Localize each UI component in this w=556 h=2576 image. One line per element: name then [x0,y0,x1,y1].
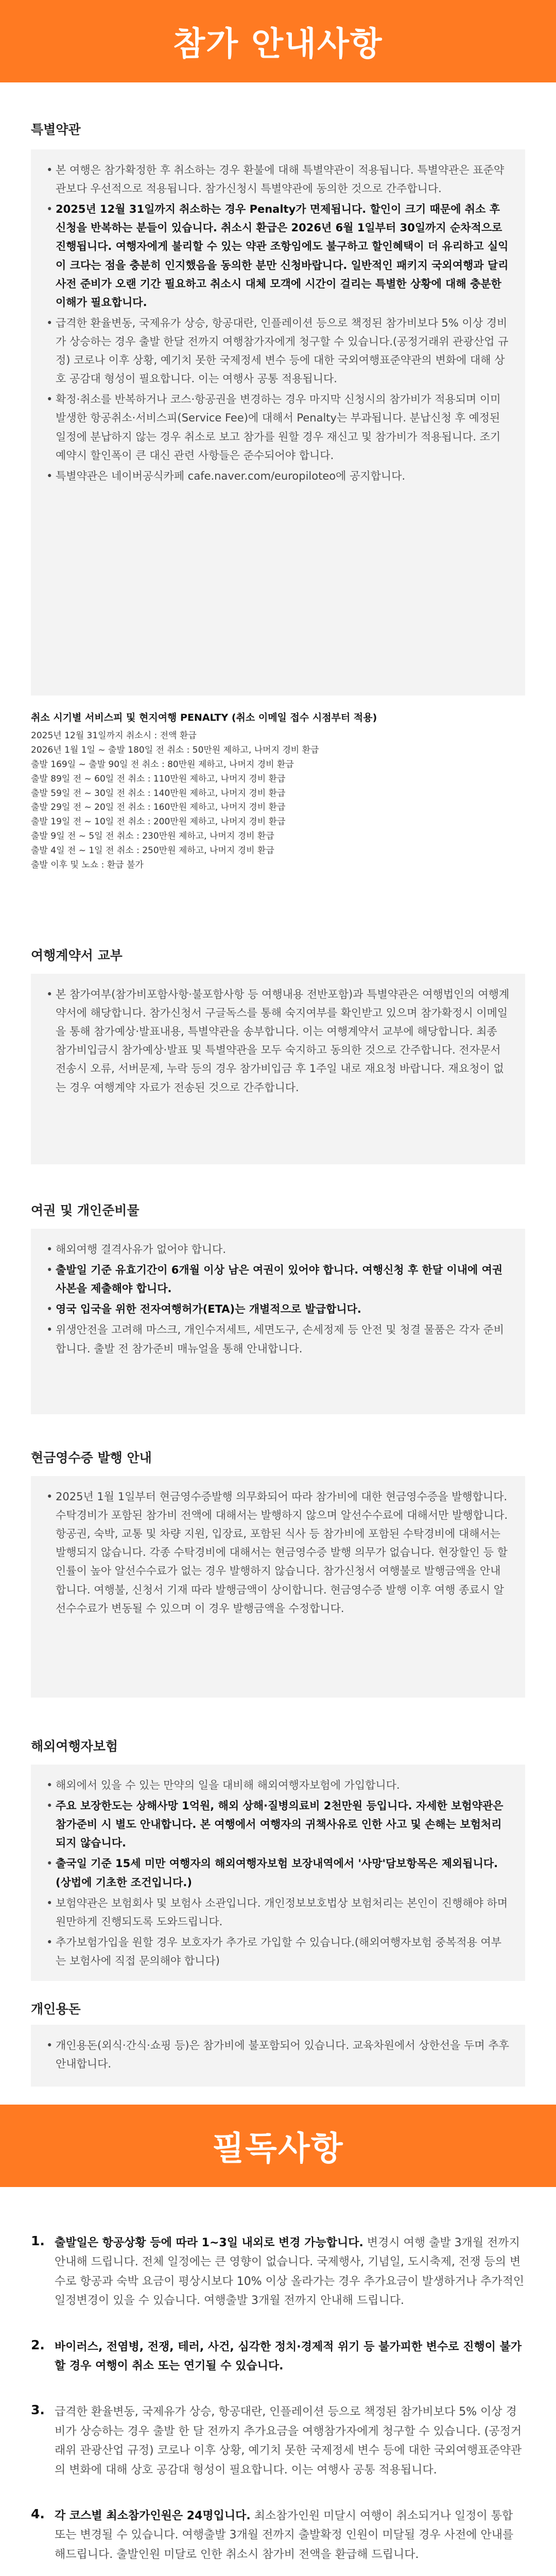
cancellation-fee-heading: 취소 시기별 서비스피 및 현지여행 PENALTY (취소 이메일 접수 시점부터 적용) [31,712,377,723]
passport-item: • 해외여행 결격사유가 없어야 합니다. [45,1240,511,1259]
special-terms-box [31,149,525,696]
special-terms-item: • 특별약관은 네이버공식카페 cafe.naver.com/europiloteo에 공지합니다. [45,467,511,485]
passport-item-emphasis: • 출발일 기준 유효기간이 6개월 이상 남은 여권이 있어야 합니다. 여행신청 후 한달 이내에 여권사본을 제출해야 합니다. [45,1261,511,1298]
must-read-item: 1. 출발일은 항공상황 등에 따라 1~3일 내외로 변경 가능합니다. 변경시 여행 출발 3개월 전까지 안내해 드립니다. 전체 일정에는 큰 영향이 없습니다. 국제행사, 기념일, 도시축제, 전쟁 등의 변수로 항공과 숙박 요금이 평상시보다 10% 이상 올라가는 경우 추가요금이 발생하거나 추가적인 일정변경이 있을 수 있습니다. 여행출발 3개월 전까지 안내해 드립니다. [31,2233,525,2308]
cash-receipt-box [31,1476,525,1698]
insurance-item: • 보험약관은 보험회사 및 보험사 소관입니다. 개인정보보호법상 보험처리는 본인이 진행해야 하며 원만하게 진행되도록 도와드립니다. [45,1894,511,1931]
insurance-item: • 추가보험가입을 원할 경우 보호자가 추가로 가입할 수 있습니다.(해외여행자보험 중복적용 여부는 보험사에 직접 문의해야 합니다) [45,1933,511,1970]
must-read-banner-title: 필독사항 [212,2130,344,2168]
special-terms-item: • 급격한 환율변동, 국제유가 상승, 항공대란, 인플레이션 등으로 책정된 참가비보다 5% 이상 경비가 상승하는 경우 출발 한달 전까지 여행참가자에게 청구할 수 있습니다.(공정거래위 관광산업 규정) 코로나 이후 상황, 예기치 못한 국제정세 변수 등에 대한 국외여행표준약관의 변화에 대해 상호 공감대 형성이 필요합니다. 이는 여행사 공통 적용됩니다. [45,314,511,388]
fee-line: 출발 9일 전 ~ 5일 전 취소 : 230만원 제하고, 나머지 경비 환급 [31,831,274,842]
fee-line: 출발 169일 ~ 출발 90일 전 취소 : 80만원 제하고, 나머지 경비 환급 [31,759,294,770]
passport-item-emphasis: • 영국 입국을 위한 전자여행허가(ETA)는 개별적으로 발급합니다. [45,1300,511,1318]
fee-line: 2026년 1월 1일 ~ 출발 180일 전 취소 : 50만원 제하고, 나머지 경비 환급 [31,744,319,755]
fee-line: 출발 이후 및 노쇼 : 환급 불가 [31,859,144,870]
special-terms-item: • 본 여행은 참가확정한 후 취소하는 경우 환불에 대해 특별약관이 적용됩니다. 특별약관은 표준약관보다 우선적으로 적용됩니다. 참가신청시 특별약관에 동의한 것으로 간주합니다. [45,161,511,198]
section-title-passport: 여권 및 개인준비물 [31,1203,140,1218]
item-number: 4. [31,2506,45,2521]
fee-line: 출발 4일 전 ~ 1일 전 취소 : 250만원 제하고, 나머지 경비 환급 [31,845,274,856]
must-read-item: 2. 바이러스, 전염병, 전쟁, 테러, 사건, 심각한 정치·경제적 위기 등 불가피한 변수로 진행이 불가할 경우 여행이 취소 또는 연기될 수 있습니다. [31,2337,522,2372]
insurance-item: • 해외에서 있을 수 있는 만약의 일을 대비해 해외여행자보험에 가입합니다. [45,1776,511,1794]
must-read-item: 4. 각 코스별 최소참가인원은 24명입니다. 최소참가인원 미달시 여행이 취소되거나 일정이 통합 또는 변경될 수 있습니다. 여행출발 3개월 전까지 출발확정 인원이 미달될 경우 사전에 안내를 해드립니다. 출발인원 미달로 인한 취소시 참가비 전액을 환급해 드립니다. [31,2506,514,2561]
must-read-banner [0,2105,556,2187]
cancellation-fee-table [31,710,525,873]
contract-item: • 본 참가여부(참가비포함사항·불포함사항 등 여행내용 전반포함)과 특별약관은 여행법인의 여행계약서에 해당합니다. 참가신청서 구글독스를 통해 숙지여부를 확인받고 있으며 참가확정시 이메일을 통해 참가예상·발표내용, 특별약관을 송부합니다. 이는 여행계약서 교부에 해당합니다. 최종 참가비입금시 참가예상·발표 및 특별약관을 모두 숙지하고 동의한 것으로 간주합니다. 전자문서 전송시 오류, 서버문제, 누락 등의 경우 참가비입금 후 1주일 내로 재요청 바랍니다. 재요청이 없는 경우 여행계약 자료가 전송된 것으로 간주합니다. [45,985,511,1097]
must-read-list [31,2233,525,2576]
section-title-contract: 여행계약서 교부 [31,948,123,963]
cash-receipt-item: • 2025년 1월 1일부터 현금영수증발행 의무화되어 따라 참가비에 대한 현금영수증을 발행합니다. 수탁경비가 포함된 참가비 전액에 대해서는 발행하지 않으며 알선수수료에 대해서만 발행합니다. 항공권, 숙박, 교통 및 차량 지원, 입장료, 포함된 식사 등 참가비에 포함된 수탁경비에 대해서는 발행되지 않습니다. 각종 수탁경비에 대해서는 현금영수증 발행 의무가 없습니다. 현장할인 등 할인률이 높아 알선수수료가 없는 경우 발행하지 않습니다. 참가신청서 여행불로 발행금액을 안내합니다. 여행불, 신청서 기재 따라 발행금액이 상이합니다. 현금영수증 발행 이후 여행 종료시 알선수수료가 변동될 수 있으며 이 경우 발행금액을 수정합니다. [45,1487,511,1618]
section-title-cash-receipt: 현금영수증 발행 안내 [31,1450,152,1465]
insurance-item-emphasis: • 주요 보장한도는 상해사망 1억원, 해외 상해·질병의료비 2천만원 등입니다. 자세한 보험약관은 참가준비 시 별도 안내합니다. 본 여행에서 여행자의 귀책사유로 인한 사고 및 손해는 보험처리 되지 않습니다. [45,1797,511,1852]
must-read-item: 3. 급격한 환율변동, 국제유가 상승, 항공대란, 인플레이션 등으로 책정된 참가비보다 5% 이상 경비가 상승하는 경우 출발 한 달 전까지 추가요금을 여행참가자에게 청구할 수 있습니다. (공정거래위 관광산업 규정) 코로나 이후 상황, 예기치 못한 국제정세 변수 등에 대한 국외여행표준약관의 변화에 대해 상호 공감대 형성이 필요합니다. 이는 여행사 공통 적용됩니다. [31,2402,522,2477]
special-terms-item: • 확정·취소를 반복하거나 코스·항공권을 변경하는 경우 마지막 신청시의 참가비가 적용되며 이미 발생한 항공취소·서비스피(Service Fee)에 대해서 Penalty는 부과됩니다. 분납신청 후 예정된 일정에 분납하지 않는 경우 취소로 보고 참가를 원할 경우 재신고 및 참가비가 적용됩니다. 조기예약시 할인폭이 큰 대신 관련 사항들은 준수되어야 합니다. [45,390,511,464]
insurance-box [31,1765,525,1981]
contract-box [31,974,525,1164]
fee-line: 출발 29일 전 ~ 20일 전 취소 : 160만원 제하고, 나머지 경비 환급 [31,802,286,813]
fee-line: 2025년 12월 31일까지 취소시 : 전액 환급 [31,731,197,741]
guide-banner [0,0,556,82]
fee-line: 출발 89일 전 ~ 60일 전 취소 : 110만원 제하고, 나머지 경비 환급 [31,773,286,784]
fee-line: 출발 19일 전 ~ 10일 전 취소 : 200만원 제하고, 나머지 경비 환급 [31,817,286,827]
insurance-item-emphasis: • 출국일 기준 15세 미만 여행자의 해외여행자보험 보장내역에서 '사망'담보항목은 제외됩니다. (상법에 기초한 조건입니다.) [45,1854,511,1891]
section-title-insurance: 해외여행자보험 [31,1739,118,1754]
passport-box [31,1229,525,1414]
passport-item: • 위생안전을 고려해 마스크, 개인수저세트, 세면도구, 손세정제 등 안전 및 청결 물품은 각자 준비합니다. 출발 전 참가준비 매뉴얼을 통해 안내합니다. [45,1320,511,1358]
item-number: 3. [31,2402,45,2418]
pocket-money-box [31,2025,525,2087]
special-terms-item-emphasis: • 2025년 12월 31일까지 취소하는 경우 Penalty가 면제됩니다. 할인이 크기 때문에 취소 후 신청을 반복하는 분들이 있습니다. 취소시 환급은 2026년 6월 1일부터 30일까지 순차적으로 진행됩니다. 여행자에게 불리할 수 있는 약관 조항임에도 불구하고 할인혜택이 더 유리하고 실익이 크다는 점을 충분히 인지했음을 동의한 분만 신청바랍니다. 일반적인 패키지 국외여행과 달리 사전 준비가 오랜 기간 필요하고 취소시 대체 모객에 시간이 걸리는 특별한 상황에 대해 충분한 이해가 필요합니다. [45,200,511,312]
item-number: 2. [31,2337,45,2352]
section-title-special-terms: 특별약관 [31,122,81,137]
section-title-pocket-money: 개인용돈 [31,2002,81,2016]
pocket-money-item: • 개인용돈(외식·간식·쇼핑 등)은 참가비에 불포함되어 있습니다. 교육차원에서 상한선을 두며 추후 안내합니다. [45,2036,511,2073]
item-number: 1. [31,2233,45,2248]
guide-banner-title: 참가 안내사항 [173,25,383,63]
fee-line: 출발 59일 전 ~ 30일 전 취소 : 140만원 제하고, 나머지 경비 환급 [31,788,286,799]
